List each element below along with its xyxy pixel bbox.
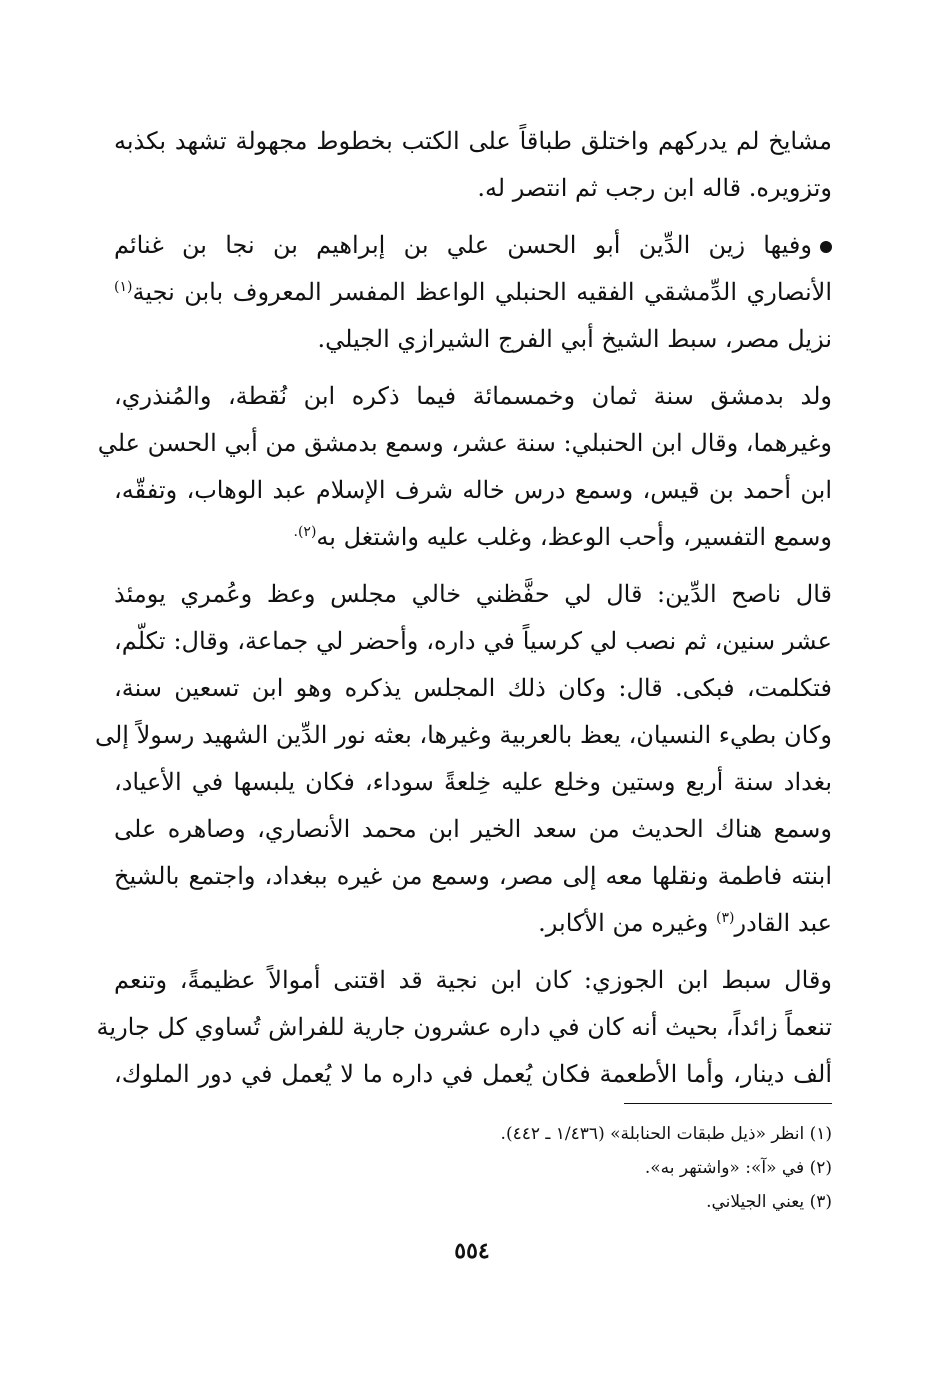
text-line: الأنصاري الدِّمشقي الفقيه الحنبلي الواعظ المفسر المعروف بابن نجية$^{(١)}$ [114,278,832,306]
text-line: بغداد سنة أربع وستين وخلع عليه خِلعةً سوداء، فكان يلبسها في الأعياد، [114,768,832,796]
text-line: تنعماً زائداً، بحيث أنه كان في داره عشرون جارية للفراش تُساوي كل جارية [96,1013,832,1041]
text-line: وغيرهما، وقال ابن الحنبلي: سنة عشر، وسمع بدمشق من أبي الحسن علي [97,429,832,457]
footnote-ref: (٣) [716,910,735,926]
text-line: قال ناصح الدِّين: قال لي حفَّظني خالي مجلس وعظ وعُمري يومئذ [114,580,832,608]
text-line: ابنته فاطمة ونقلها معه إلى مصر، وسمع من غيره ببغداد، واجتمع بالشيخ [114,862,832,890]
text-line: عبد القادر$^{(٣)}$ وغيره من الأكابر. [538,909,832,937]
text-line: ابن أحمد بن قيس، وسمع درس خاله شرف الإسلام عبد الوهاب، وتفقّه، [114,476,832,504]
footnote-ref: (٢). [293,524,317,540]
footnotes [114,1117,832,1219]
text-line: وقال سبط ابن الجوزي: كان ابن نجية قد اقتنى أموالاً عظيمةً، وتنعم [114,966,832,994]
text-line: نزيل مصر، سبط الشيخ أبي الفرج الشيرازي الجيلي. [317,325,832,353]
text-line: ألف دينار، وأما الأطعمة فكان يُعمل في داره ما لا يُعمل في دور الملوك، [114,1060,832,1088]
main-text [94,118,832,1098]
text-line: وكان بطيء النسيان، يعظ بالعربية وغيرها، بعثه نور الدِّين الشهيد رسولاً إلى [94,721,832,749]
footnote-divider [624,1103,832,1104]
text-line: وفيها زين الدِّين أبو الحسن علي بن إبراهيم بن نجا بن غنائم [114,222,832,269]
bullet-icon [820,241,832,253]
footnote: (٣) يعني الجيلاني. [706,1192,832,1212]
text-line: وسمع التفسير، وأحب الوعظ، وغلب عليه واشتغل به$^{(٢).}$ [293,523,832,551]
text-line: عشر سنين، ثم نصب لي كرسياً في داره، وأحضر لي جماعة، وقال: تكلّم، [114,627,832,655]
text-line: ولد بدمشق سنة ثمان وخمسمائة فيما ذكره ابن نُقطة، والمُنذري، [114,382,832,410]
footnote: (١) انظر «ذيل طبقات الحنابلة» (١/٤٣٦ ـ ٤٤٢). [500,1124,832,1144]
footnote-ref: (١) [114,279,133,295]
footnote: (٢) في «آ»: «واشتهر به». [644,1158,832,1178]
page-number: ٥٥٤ [454,1238,490,1264]
text-line: وتزويره. قاله ابن رجب ثم انتصر له. [477,174,832,202]
text-line: فتكلمت، فبكى. قال: وكان ذلك المجلس يذكره وهو ابن تسعين سنة، [114,674,832,702]
text-line: مشايخ لم يدركهم واختلق طباقاً على الكتب بخطوط مجهولة تشهد بكذبه [114,127,832,155]
text-line: وسمع هناك الحديث من سعد الخير ابن محمد الأنصاري، وصاهره على [114,815,832,843]
